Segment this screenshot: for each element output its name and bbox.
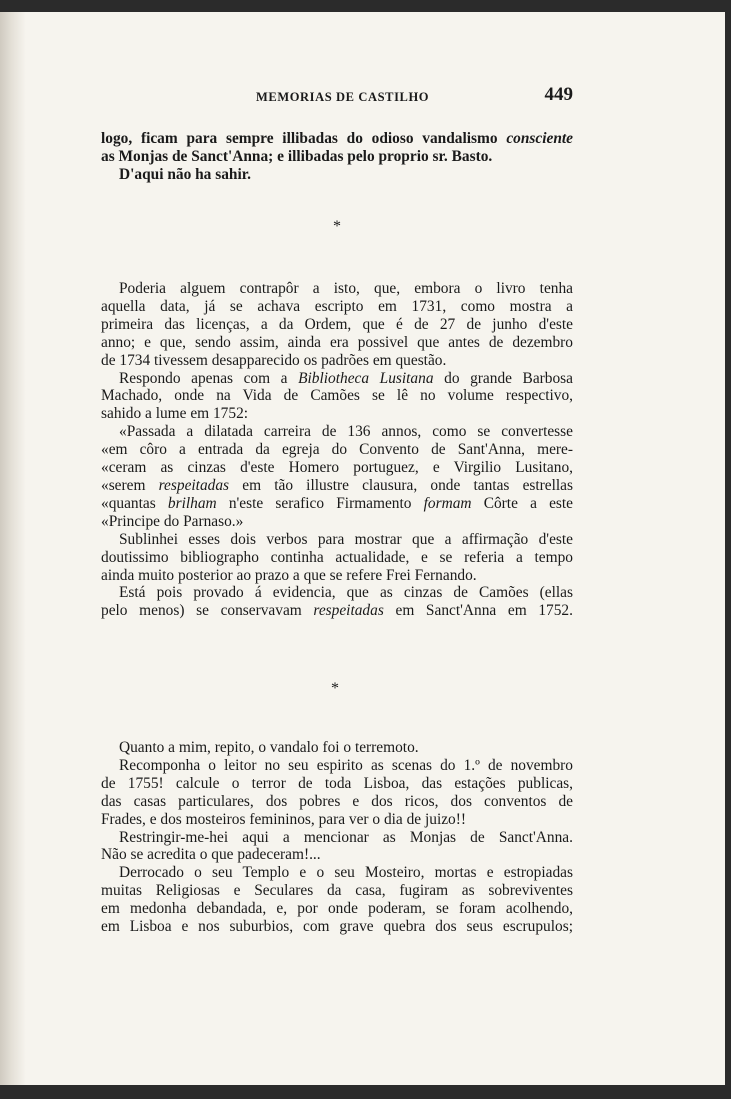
- text-line: primeira das licenças, a da Ordem, que é de 27 de junho d'este: [101, 315, 573, 333]
- paragraph-earthquake: [101, 739, 573, 936]
- paragraph-argument: [101, 280, 573, 620]
- text-line: logo, ficam para sempre illibadas do odioso vandalismo consciente: [101, 130, 573, 147]
- section-separator: *: [331, 680, 339, 697]
- text-line: pelo menos) se conservavam respeitadas em Sanct'Anna em 1752.: [101, 602, 573, 620]
- scan-border-right: [725, 0, 731, 1099]
- text-line: ainda muito posterior ao prazo a que se refere Frei Fernando.: [101, 566, 477, 584]
- text-line: Restringir-me-hei aqui a mencionar as Monjas de Sanct'Anna.: [119, 828, 573, 846]
- text-line: Derrocado o seu Templo e o seu Mosteiro, mortas e estropiadas: [119, 864, 573, 882]
- scan-border-bottom: [0, 1085, 731, 1099]
- quote-line: «Passada a dilatada carreira de 136 annos, como se convertesse: [119, 423, 573, 441]
- scan-border-top: [0, 0, 731, 12]
- text-line: de 1734 tivessem desapparecido os padrões em questão.: [101, 351, 447, 369]
- text-line: Machado, onde na Vida de Camões se lê no volume respectivo,: [101, 387, 573, 405]
- text-line: Poderia alguem contrapôr a isto, que, embora o livro tenha: [119, 280, 573, 297]
- page-number: 449: [544, 84, 573, 105]
- text-line: Não se acredita o que padeceram!...: [101, 846, 321, 864]
- text-line: as Monjas de Sanct'Anna; e illibadas pelo proprio sr. Basto.: [101, 147, 493, 165]
- text-line: Respondo apenas com a Bibliotheca Lusitana do grande Barbosa: [119, 369, 573, 387]
- text-line: das casas particulares, dos pobres e dos ricos, dos conventos de: [101, 792, 573, 810]
- text-line: Frades, e dos mosteiros femininos, para ver o dia de juizo!!: [101, 810, 467, 828]
- page-header: [101, 84, 573, 110]
- text-line: Recomponha o leitor no seu espirito as scenas do 1.º de novembro: [119, 756, 573, 774]
- quote-line: «Principe do Parnaso.»: [101, 512, 244, 530]
- section-separator: *: [333, 218, 341, 235]
- text-line: aquella data, já se achava escripto em 1731, como mostra a: [101, 297, 573, 315]
- text-line: em Lisboa e nos suburbios, com grave quebra dos seus escrupulos;: [101, 918, 573, 936]
- text-line: doutissimo bibliographo continha actualidade, e se referia a tempo: [101, 548, 573, 566]
- quote-line: «em côro a entrada da egreja do Convento de Sant'Anna, mere-: [101, 441, 573, 459]
- text-line: Está pois provado á evidencia, que as cinzas de Camões (ellas: [119, 584, 573, 602]
- text-line: Sublinhei esses dois verbos para mostrar que a affirmação d'este: [119, 530, 573, 548]
- quote-line: «serem respeitadas em tão illustre clausura, onde tantas estrellas: [101, 476, 573, 494]
- running-title: MEMORIAS DE CASTILHO: [256, 90, 430, 104]
- book-page: [101, 84, 573, 936]
- scan-edge-left: [0, 0, 26, 1099]
- paragraph-conclusion: [101, 130, 573, 184]
- quote-line: «ceram as cinzas d'este Homero portuguez, e Virgilio Lusitano,: [101, 459, 573, 477]
- quote-line: «quantas brilham n'este serafico Firmamento formam Côrte a este: [101, 494, 573, 512]
- text-line: sahido a lume em 1752:: [101, 405, 249, 423]
- text-line: muitas Religiosas e Seculares da casa, fugiram as sobreviventes: [101, 882, 573, 900]
- text-line: em medonha debandada, e, por onde poderam, se foram acolhendo,: [101, 900, 573, 918]
- text-line: Quanto a mim, repito, o vandalo foi o terremoto.: [119, 739, 419, 756]
- text-line: anno; e que, sendo assim, ainda era possivel que antes de dezembro: [101, 333, 573, 351]
- text-line: de 1755! calcule o terror de toda Lisboa, das estações publicas,: [101, 774, 573, 792]
- text-line: D'aqui não ha sahir.: [119, 165, 252, 183]
